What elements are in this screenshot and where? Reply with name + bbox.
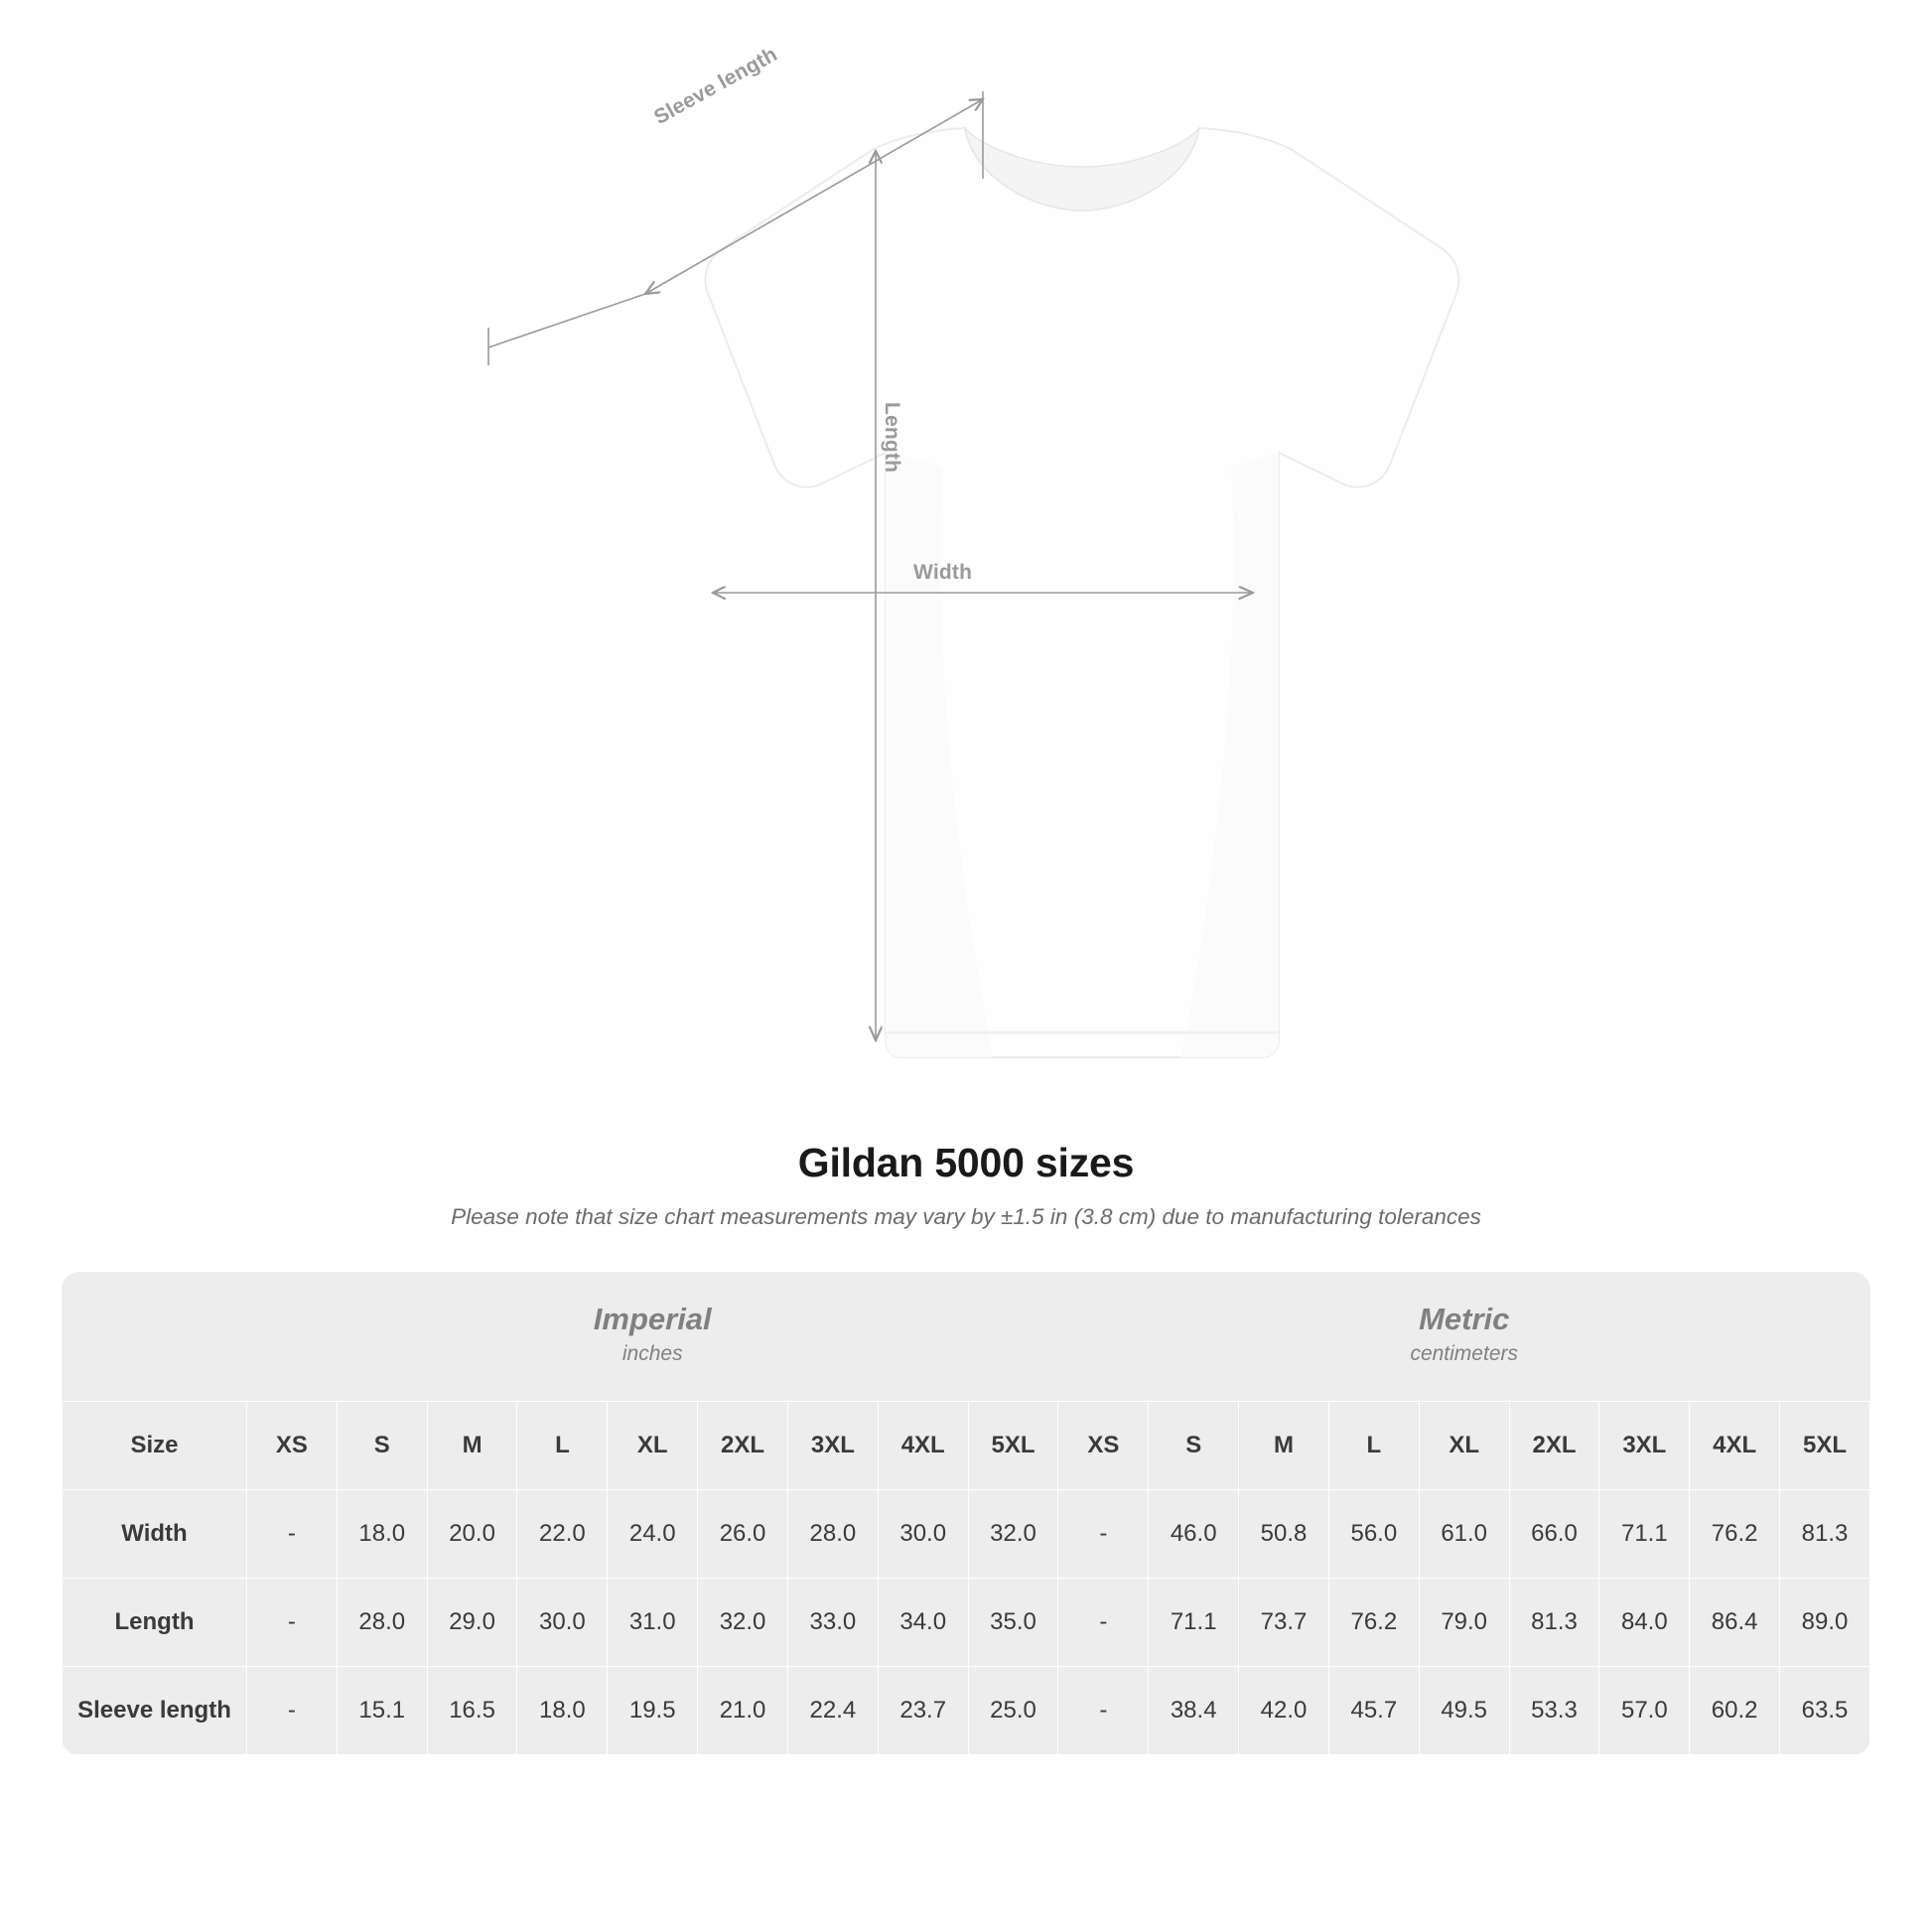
cell-width-imp-2xl: 26.0: [698, 1490, 788, 1579]
hdr-imp-3xl: 3XL: [787, 1402, 878, 1490]
cell-sleeve-met-m: 42.0: [1239, 1667, 1329, 1755]
page-title: Gildan 5000 sizes: [797, 1140, 1135, 1185]
cell-width-met-l: 56.0: [1328, 1490, 1419, 1579]
row-label-width: Width: [63, 1490, 247, 1579]
cell-sleeve-imp-s: 15.1: [337, 1667, 427, 1755]
cell-length-met-l: 76.2: [1328, 1579, 1419, 1667]
size-table-container: [62, 1272, 1870, 1755]
cell-sleeve-met-xl: 49.5: [1419, 1667, 1509, 1755]
table-row: [63, 1667, 1870, 1755]
size-table: [62, 1272, 1870, 1755]
cell-width-met-5xl: 81.3: [1780, 1490, 1870, 1579]
cell-sleeve-met-s: 38.4: [1149, 1667, 1239, 1755]
hdr-imp-xl: XL: [608, 1402, 698, 1490]
unit-corner-cell: [63, 1272, 247, 1402]
cell-length-met-2xl: 81.3: [1509, 1579, 1599, 1667]
cell-width-met-3xl: 71.1: [1599, 1490, 1690, 1579]
hdr-imp-2xl: 2XL: [698, 1402, 788, 1490]
imperial-title: Imperial: [593, 1302, 712, 1337]
tolerance-note: Please note that size chart measurements may vary by ±1.5 in (3.8 cm) due to manufacturing tolerances: [451, 1204, 1481, 1229]
cell-sleeve-imp-xl: 19.5: [608, 1667, 698, 1755]
metric-title: Metric: [1419, 1302, 1510, 1337]
imperial-unit-header: [247, 1272, 1058, 1402]
hdr-imp-xs: XS: [247, 1402, 338, 1490]
width-label: Width: [913, 561, 973, 584]
hdr-met-l: L: [1328, 1402, 1419, 1490]
cell-sleeve-met-3xl: 57.0: [1599, 1667, 1690, 1755]
row-label-length: Length: [63, 1579, 247, 1667]
cell-width-imp-s: 18.0: [337, 1490, 427, 1579]
cell-sleeve-imp-3xl: 22.4: [787, 1667, 878, 1755]
size-header-row: [63, 1402, 1870, 1490]
cell-sleeve-imp-m: 16.5: [427, 1667, 517, 1755]
hdr-met-s: S: [1149, 1402, 1239, 1490]
cell-sleeve-imp-5xl: 25.0: [968, 1667, 1058, 1755]
cell-width-imp-l: 22.0: [517, 1490, 608, 1579]
cell-length-imp-l: 30.0: [517, 1579, 608, 1667]
hdr-imp-4xl: 4XL: [878, 1402, 968, 1490]
cell-length-met-xl: 79.0: [1419, 1579, 1509, 1667]
hdr-met-xl: XL: [1419, 1402, 1509, 1490]
cell-length-met-s: 71.1: [1149, 1579, 1239, 1667]
cell-sleeve-imp-l: 18.0: [517, 1667, 608, 1755]
cell-width-imp-xl: 24.0: [608, 1490, 698, 1579]
cell-width-met-2xl: 66.0: [1509, 1490, 1599, 1579]
hdr-met-2xl: 2XL: [1509, 1402, 1599, 1490]
cell-sleeve-met-5xl: 63.5: [1780, 1667, 1870, 1755]
hdr-met-m: M: [1239, 1402, 1329, 1490]
cell-width-imp-xs: -: [247, 1490, 338, 1579]
cell-length-met-m: 73.7: [1239, 1579, 1329, 1667]
cell-length-imp-xs: -: [247, 1579, 338, 1667]
cell-length-met-5xl: 89.0: [1780, 1579, 1870, 1667]
table-row: [63, 1490, 1870, 1579]
cell-width-imp-m: 20.0: [427, 1490, 517, 1579]
size-column-header: Size: [63, 1402, 247, 1490]
cell-length-imp-m: 29.0: [427, 1579, 517, 1667]
cell-length-imp-2xl: 32.0: [698, 1579, 788, 1667]
cell-width-met-4xl: 76.2: [1690, 1490, 1780, 1579]
cell-sleeve-met-4xl: 60.2: [1690, 1667, 1780, 1755]
length-label: Length: [881, 402, 903, 474]
unit-header-row: [63, 1272, 1870, 1402]
hdr-imp-m: M: [427, 1402, 517, 1490]
cell-sleeve-met-l: 45.7: [1328, 1667, 1419, 1755]
cell-sleeve-met-2xl: 53.3: [1509, 1667, 1599, 1755]
cell-sleeve-met-xs: -: [1058, 1667, 1149, 1755]
cell-length-met-xs: -: [1058, 1579, 1149, 1667]
hdr-met-3xl: 3XL: [1599, 1402, 1690, 1490]
hdr-imp-l: L: [517, 1402, 608, 1490]
hdr-imp-s: S: [337, 1402, 427, 1490]
cell-length-imp-4xl: 34.0: [878, 1579, 968, 1667]
cell-width-met-xs: -: [1058, 1490, 1149, 1579]
cell-width-imp-3xl: 28.0: [787, 1490, 878, 1579]
cell-sleeve-imp-2xl: 21.0: [698, 1667, 788, 1755]
cell-length-imp-s: 28.0: [337, 1579, 427, 1667]
cell-width-imp-5xl: 32.0: [968, 1490, 1058, 1579]
sleeve-length-label: Sleeve length: [650, 43, 781, 130]
cell-width-imp-4xl: 30.0: [878, 1490, 968, 1579]
cell-length-imp-5xl: 35.0: [968, 1579, 1058, 1667]
cell-width-met-xl: 61.0: [1419, 1490, 1509, 1579]
table-row: [63, 1579, 1870, 1667]
cell-width-met-m: 50.8: [1239, 1490, 1329, 1579]
cell-length-imp-3xl: 33.0: [787, 1579, 878, 1667]
cell-sleeve-imp-4xl: 23.7: [878, 1667, 968, 1755]
chart-heading: [0, 1140, 1932, 1230]
cell-length-met-3xl: 84.0: [1599, 1579, 1690, 1667]
cell-sleeve-imp-xs: -: [247, 1667, 338, 1755]
metric-subtitle: centimeters: [1410, 1342, 1518, 1366]
row-label-sleeve-length: Sleeve length: [63, 1667, 247, 1755]
cell-length-imp-xl: 31.0: [608, 1579, 698, 1667]
hdr-met-5xl: 5XL: [1780, 1402, 1870, 1490]
hdr-met-4xl: 4XL: [1690, 1402, 1780, 1490]
cell-length-met-4xl: 86.4: [1690, 1579, 1780, 1667]
hdr-met-xs: XS: [1058, 1402, 1149, 1490]
imperial-subtitle: inches: [621, 1342, 683, 1366]
metric-unit-header: [1058, 1272, 1870, 1402]
hdr-imp-5xl: 5XL: [968, 1402, 1058, 1490]
cell-width-met-s: 46.0: [1149, 1490, 1239, 1579]
